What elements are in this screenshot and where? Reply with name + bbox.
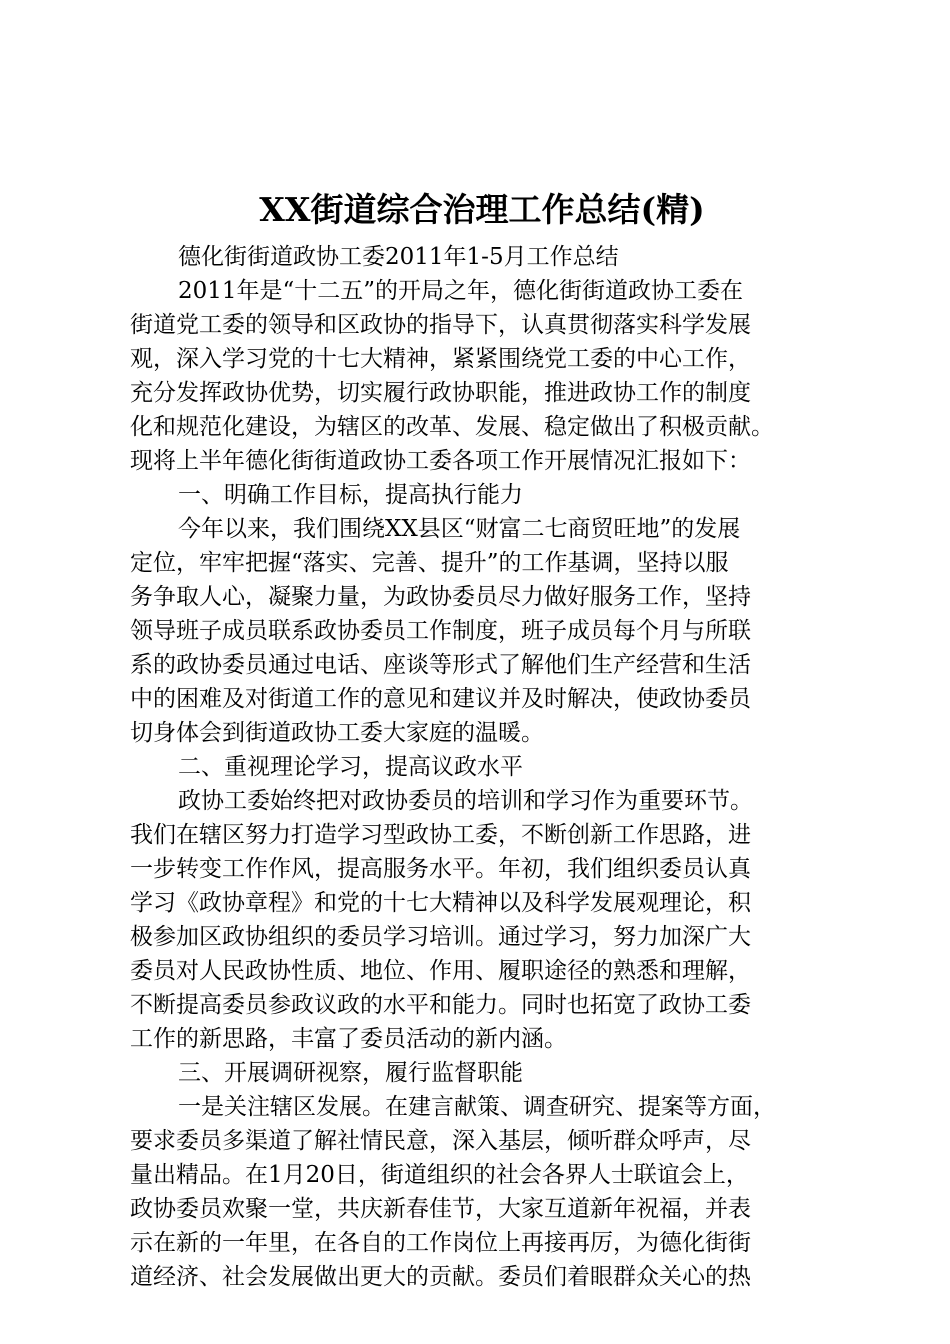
text-line: 系的政协委员通过电话、座谈等形式了解他们生产经营和生活 [130,652,751,678]
text-line: 切身体会到街道政协工委大家庭的温暖。 [130,720,544,746]
text-line: 政协委员欢聚一堂，共庆新春佳节，大家互道新年祝福，并表 [130,1196,751,1222]
text-line: 一步转变工作作风，提高服务水平。年初，我们组织委员认真 [130,856,751,882]
text-line: 二、重视理论学习，提高议政水平 [178,754,523,780]
document-page [130,188,834,1294]
text-line: 不断提高委员参政议政的水平和能力。同时也拓宽了政协工委 [130,992,751,1018]
text-line: 定位，牢牢把握“落实、完善、提升”的工作基调，坚持以服 [130,550,729,576]
document-title: XX街道综合治理工作总结(精) [259,190,705,229]
text-line: 今年以来，我们围绕XX县区“财富二七商贸旺地”的发展 [178,516,741,542]
text-line: 一、明确工作目标，提高执行能力 [178,482,523,508]
text-line: 极参加区政协组织的委员学习培训。通过学习，努力加深广大 [130,924,751,950]
text-line: 要求委员多渠道了解社情民意，深入基层，倾听群众呼声，尽 [130,1128,751,1154]
text-line: 我们在辖区努力打造学习型政协工委，不断创新工作思路，进 [130,822,751,848]
text-line: 观，深入学习党的十七大精神，紧紧围绕党工委的中心工作， [130,346,751,372]
text-line: 现将上半年德化街街道政协工委各项工作开展情况汇报如下： [130,448,751,474]
text-line: 委员对人民政协性质、地位、作用、履职途径的熟悉和理解， [130,958,751,984]
text-line: 街道党工委的领导和区政协的指导下，认真贯彻落实科学发展 [130,312,751,338]
text-line: 量出精品。在1月20日，街道组织的社会各界人士联谊会上， [130,1162,749,1188]
text-line: 学习《政协章程》和党的十七大精神以及科学发展观理论，积 [130,890,751,916]
text-line: 化和规范化建设，为辖区的改革、发展、稳定做出了积极贡献。 [130,414,774,440]
text-line: 一是关注辖区发展。在建言献策、调查研究、提案等方面， [178,1094,776,1120]
text-line: 2011年是“十二五”的开局之年，德化街街道政协工委在 [178,278,744,304]
text-line: 领导班子成员联系政协委员工作制度，班子成员每个月与所联 [130,618,751,644]
text-line: 德化街街道政协工委2011年1-5月工作总结 [178,244,619,270]
text-line: 示在新的一年里，在各自的工作岗位上再接再厉，为德化街街 [130,1230,751,1256]
text-line: 中的困难及对街道工作的意见和建议并及时解决，使政协委员 [130,686,751,712]
text-line: 道经济、社会发展做出更大的贡献。委员们着眼群众关心的热 [130,1264,751,1290]
text-line: 充分发挥政协优势，切实履行政协职能，推进政协工作的制度 [130,380,751,406]
document-body [130,240,834,1294]
text-line: 务争取人心，凝聚力量，为政协委员尽力做好服务工作，坚持 [130,584,751,610]
text-line: 工作的新思路，丰富了委员活动的新内涵。 [130,1026,567,1052]
text-line: 三、开展调研视察，履行监督职能 [178,1060,523,1086]
text-line: 政协工委始终把对政协委员的培训和学习作为重要环节。 [178,788,753,814]
